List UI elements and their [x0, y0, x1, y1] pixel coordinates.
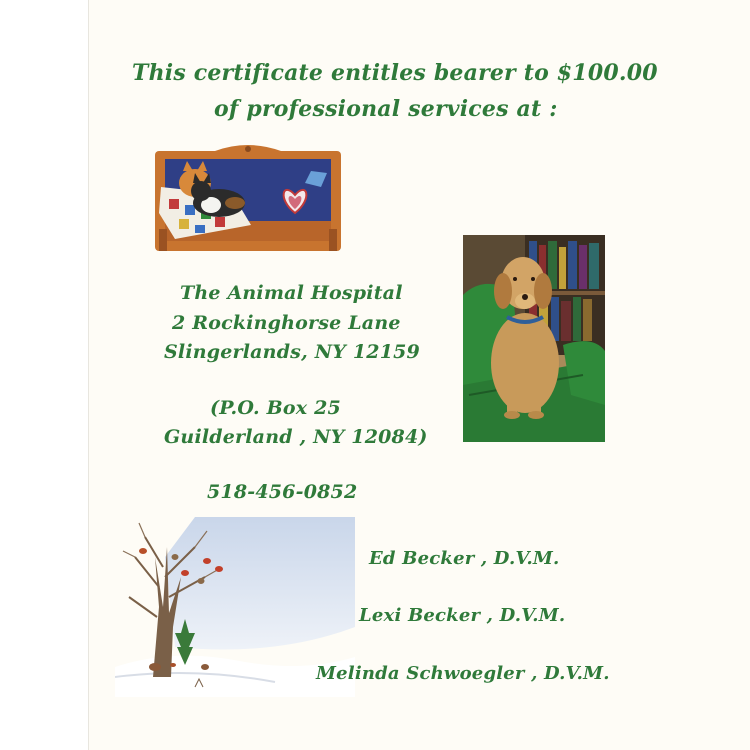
po-box: (P.O. Box 25 [210, 397, 341, 419]
doctor-name-1: Ed Becker , D.V.M. [369, 548, 560, 569]
hospital-city: Slingerlands, NY 12159 [164, 341, 420, 363]
phone-number: 518-456-0852 [207, 481, 358, 503]
certificate-line-1: This certificate entitles bearer to $100.00 [132, 60, 658, 86]
hospital-street: 2 Rockinghorse Lane [172, 312, 401, 334]
cat-bench-illustration [155, 143, 341, 253]
doctor-name-2: Lexi Becker , D.V.M. [359, 605, 566, 626]
dog-armchair-illustration [463, 235, 605, 442]
hospital-name: The Animal Hospital [180, 282, 403, 304]
doctor-name-3: Melinda Schwoegler , D.V.M. [316, 663, 610, 684]
certificate-line-2: of professional services at : [214, 96, 558, 122]
po-city: Guilderland , NY 12084) [164, 426, 428, 448]
